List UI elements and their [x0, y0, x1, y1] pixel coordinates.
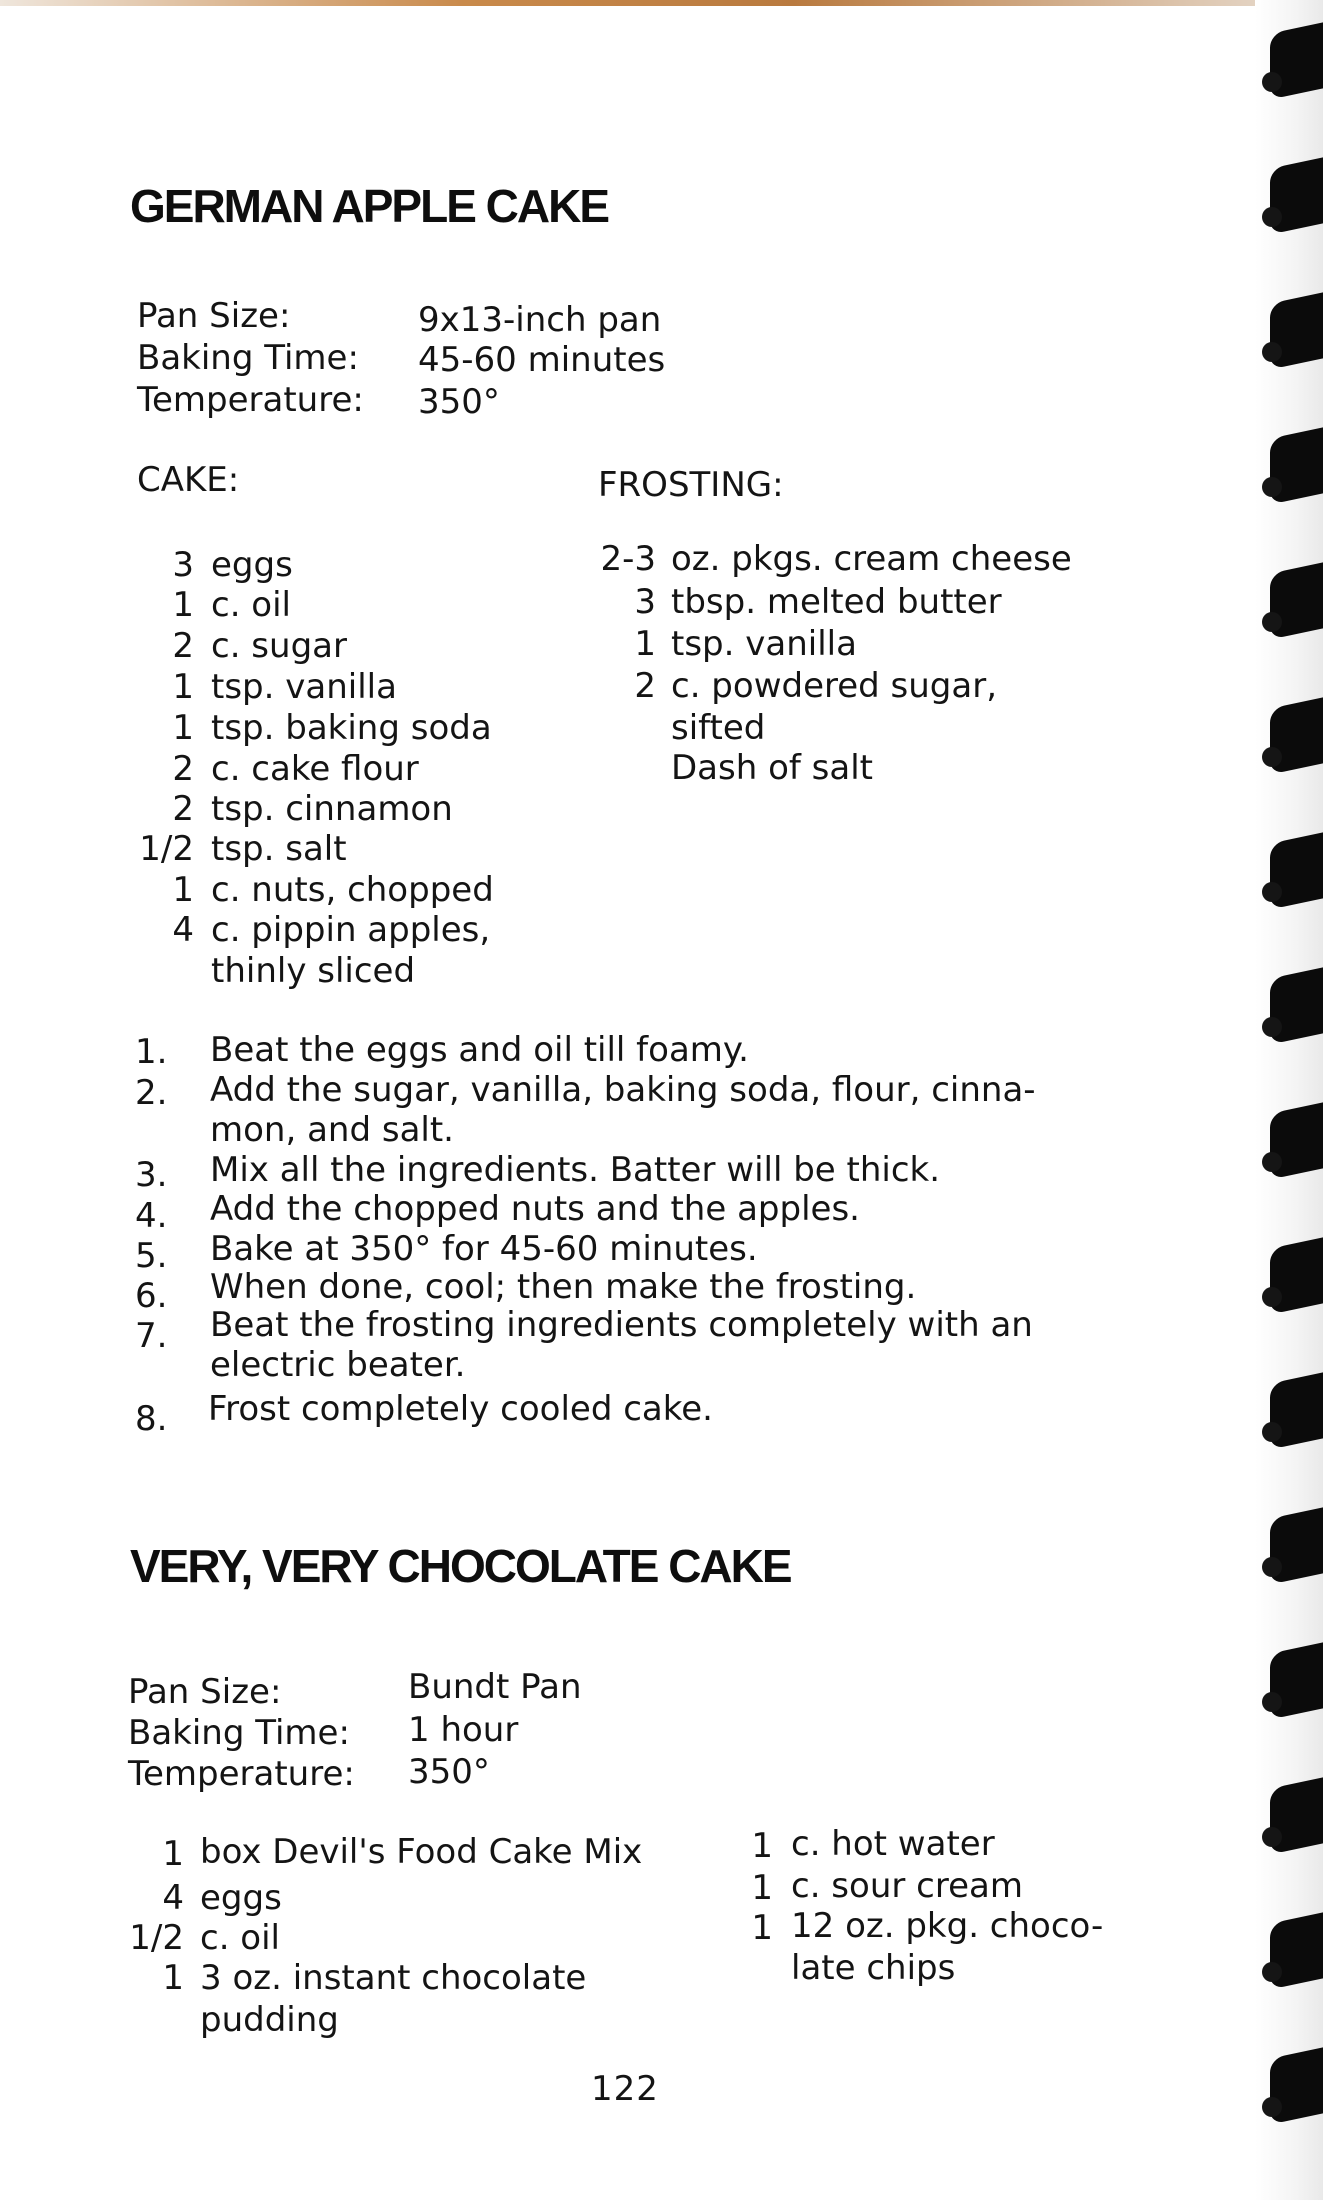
info-label: Pan Size: [137, 296, 291, 336]
info-value: Bundt Pan [408, 1667, 582, 1707]
ingredient-qty: 3 [172, 545, 194, 585]
ingredient-qty: 1 [162, 1958, 184, 1998]
ingredient-item: c. powdered sugar, [671, 666, 998, 706]
spiral-binding [1262, 20, 1323, 2190]
step-number: 5. [135, 1236, 168, 1276]
ingredient-qty: 1 [634, 624, 656, 664]
recipe-title: GERMAN APPLE CAKE [130, 180, 608, 232]
info-label: Pan Size: [128, 1672, 282, 1712]
spiral-ring [1262, 1910, 1323, 1992]
ingredient-qty: 2 [172, 749, 194, 789]
info-label: Baking Time: [137, 338, 359, 378]
step-text: Beat the frosting ingredients completely with an [210, 1305, 1033, 1345]
ingredient-item: c. sugar [211, 626, 347, 666]
ingredient-item: c. pippin apples, [211, 910, 491, 950]
info-value: 350° [418, 382, 500, 422]
ingredient-qty: 1 [172, 585, 194, 625]
ingredient-qty: 4 [172, 910, 194, 950]
ingredient-item: eggs [211, 545, 293, 585]
ingredient-item-continued: pudding [200, 2000, 339, 2040]
step-number: 7. [135, 1316, 168, 1356]
step-text: Mix all the ingredients. Batter will be thick. [210, 1150, 941, 1190]
spiral-ring [1262, 830, 1323, 912]
step-text: Bake at 350° for 45-60 minutes. [210, 1229, 758, 1269]
info-value: 45-60 minutes [418, 340, 666, 380]
ingredient-qty: 1 [172, 708, 194, 748]
ingredient-item: c. sour cream [791, 1866, 1023, 1906]
info-label: Temperature: [128, 1754, 355, 1794]
step-text: When done, cool; then make the frosting. [210, 1267, 917, 1307]
info-value: 9x13-inch pan [418, 300, 662, 340]
ingredient-item: oz. pkgs. cream cheese [671, 539, 1072, 579]
ingredient-item: c. nuts, chopped [211, 870, 494, 910]
ingredient-item: c. oil [200, 1918, 281, 1958]
spiral-ring [1262, 425, 1323, 507]
ingredient-qty: 1 [172, 870, 194, 910]
frosting-heading: FROSTING: [598, 465, 784, 505]
ingredient-qty: 1 [751, 1826, 773, 1866]
ingredient-qty: 1 [751, 1908, 773, 1948]
ingredient-qty: 1 [162, 1834, 184, 1874]
ingredient-qty: 3 [634, 582, 656, 622]
step-text: Add the sugar, vanilla, baking soda, flour, cinna- [210, 1070, 1036, 1110]
ingredient-item: tsp. salt [211, 829, 347, 869]
ingredient-qty: 2 [172, 789, 194, 829]
ingredient-item: c. hot water [791, 1824, 995, 1864]
step-number: 3. [135, 1155, 168, 1195]
spiral-ring [1262, 695, 1323, 777]
spiral-ring [1262, 1640, 1323, 1722]
ingredient-item: tbsp. melted butter [671, 582, 1002, 622]
spiral-ring [1262, 1370, 1323, 1452]
ingredient-item-continued: sifted [671, 708, 766, 748]
spiral-ring [1262, 155, 1323, 237]
ingredient-qty: 2 [634, 666, 656, 706]
spiral-ring [1262, 560, 1323, 642]
spiral-ring [1262, 1100, 1323, 1182]
spiral-ring [1262, 20, 1323, 102]
spiral-ring [1262, 1505, 1323, 1587]
ingredient-item: 12 oz. pkg. choco- [791, 1906, 1104, 1946]
ingredient-item: Dash of salt [671, 748, 873, 788]
ingredient-item: c. oil [211, 585, 292, 625]
step-number: 8. [135, 1399, 168, 1439]
ingredient-item-continued: thinly sliced [211, 951, 416, 991]
spiral-ring [1262, 1235, 1323, 1317]
ingredient-qty: 1 [172, 667, 194, 707]
ingredient-qty: 2 [172, 626, 194, 666]
step-number: 4. [135, 1196, 168, 1236]
ingredient-item-continued: late chips [791, 1948, 956, 1988]
ingredient-qty: 1/2 [139, 829, 194, 869]
cake-heading: CAKE: [137, 460, 240, 500]
ingredient-qty: 2-3 [600, 539, 656, 579]
step-text: Frost completely cooled cake. [208, 1389, 713, 1429]
step-text-continued: electric beater. [210, 1345, 466, 1385]
info-label: Baking Time: [128, 1713, 350, 1753]
info-value: 350° [408, 1752, 490, 1792]
page-top-edge [0, 0, 1323, 6]
ingredient-qty: 4 [162, 1878, 184, 1918]
ingredient-qty: 1/2 [129, 1918, 184, 1958]
ingredient-item: tsp. vanilla [671, 624, 857, 664]
info-label: Temperature: [137, 380, 364, 420]
spiral-ring [1262, 965, 1323, 1047]
ingredient-item: tsp. vanilla [211, 667, 397, 707]
step-text-continued: mon, and salt. [210, 1110, 454, 1150]
ingredient-item: tsp. baking soda [211, 708, 492, 748]
page-number: 122 [591, 2069, 659, 2109]
spiral-ring [1262, 1775, 1323, 1857]
step-number: 2. [135, 1073, 168, 1113]
ingredient-item: c. cake flour [211, 749, 419, 789]
recipe-title: VERY, VERY CHOCOLATE CAKE [130, 1540, 791, 1592]
step-text: Beat the eggs and oil till foamy. [210, 1030, 749, 1070]
spiral-ring [1262, 290, 1323, 372]
info-value: 1 hour [408, 1710, 519, 1750]
ingredient-qty: 1 [751, 1868, 773, 1908]
step-text: Add the chopped nuts and the apples. [210, 1189, 860, 1229]
ingredient-item: 3 oz. instant chocolate [200, 1958, 587, 1998]
spiral-ring [1262, 2045, 1323, 2127]
ingredient-item: box Devil's Food Cake Mix [200, 1832, 643, 1872]
ingredient-item: tsp. cinnamon [211, 789, 453, 829]
step-number: 1. [135, 1032, 168, 1072]
ingredient-item: eggs [200, 1878, 282, 1918]
step-number: 6. [135, 1276, 168, 1316]
